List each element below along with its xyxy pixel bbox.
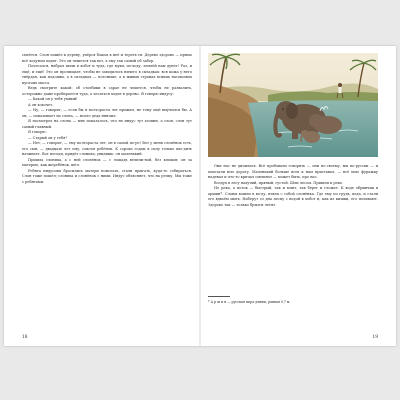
paragraph: Почесался, набрал пыли в хобот и туда, где мухи, по-ходу, землёй нам дунет! Раз, и ещё, и ещё! Это он прочищает, чтобы не заводилось ничего в складках: вся кожа у него твёрдая, как подошва, а в складках — потоньше, а в живых странах всяких насекомых кусачих масса. (22, 64, 192, 85)
paragraph: Ведь смотрите какой: об столбики в сарае не чешется, чтобы не развалить, осторожно даже пробирается туда, а чесаться ходит в дерево. Я говорю индусу: (22, 86, 192, 96)
paragraph: смеётся. Слон пошёл к дереву, упёрся боком в неё и тереть-ся. Дерево здорово — прямо всё ходуном ходит. Это он чешется так вот, а ему так самый об забор. (22, 53, 192, 63)
paragraph: Я посмотрел на слона — мне показалось, что не индус тут хозяин, а слон, слон тут самый главный. (22, 119, 192, 129)
paragraph: Я говорю: (28, 130, 47, 134)
page-number-left: 18 (22, 335, 28, 340)
left-page (4, 46, 200, 346)
footnote-rule (208, 296, 230, 297)
paragraph: А он хохочет. (28, 102, 54, 107)
paragraph: Не река, а поток — быстрый, так и мчит, так берег и гложет. К воде обрывчик в аршин*. Слоны вошли в во-ду, взяли с собой слонёнка. Где ему по грудь, вода, и стали его вдвоём мыть. Наберут со дна песку с водой в хобот и, как из кишки, его поливают. Здорово так — только брызги летят. (208, 186, 378, 207)
right-page (200, 46, 396, 346)
paragraph: — Какой он у тебя умный! (28, 97, 78, 101)
page-number-right: 19 (372, 335, 378, 340)
paragraph: — Старый он у тебя? (28, 135, 68, 140)
left-page-text (22, 53, 192, 185)
paragraph: Ребята индусовы бросились матери помогать, стали прыгать, куда-то собираться. Слон тоже пошёл; слониха и слонёнок с ними. Индус объясняет, что на речку. Мы тоже с ребятами. (22, 168, 192, 184)
paragraph: Пришла слониха, а с ней слонёнок — с лошадь величи-ной, без клыков; он за матерью, как жеребёнок, шёл. (22, 157, 192, 167)
footnote: * А р ш и н — русская мера длины, равная 0,7 м. (208, 300, 291, 304)
paragraph: — Нет, — говорит, — ему полтораста лет, он в самой по-ре! Вот у меня слонёнок есть, его сын, — двадцать лет ему, совсем ребёнок. К сорока годам в силу только вхо-дить начинает. Вот погоди, придёт слониха, увидишь: он маленький. (22, 141, 192, 156)
book-spread (4, 46, 396, 346)
right-page-text (208, 164, 378, 208)
elephants-bathing-illustration (208, 53, 378, 157)
paragraph: Воздух в лесу пахучий, пряный, густой. Шли лесом. Пришли к реке. (214, 180, 344, 185)
paragraph: — Ну, — говорит, — если бы я полтораста лет прожил, не тому ещё выучился бы. А он, — показывает на слона, — моего деда нянчил. (22, 108, 192, 118)
paragraph: Они нас не дичились. Всё пробовали говорить — они по-своему, мы по-русски — и хохотали всю дорогу. Маленький больше всех к нам приставал, — всё мою фуражку надевал и что-то кричал смешное — может быть, про нас. (208, 164, 378, 179)
